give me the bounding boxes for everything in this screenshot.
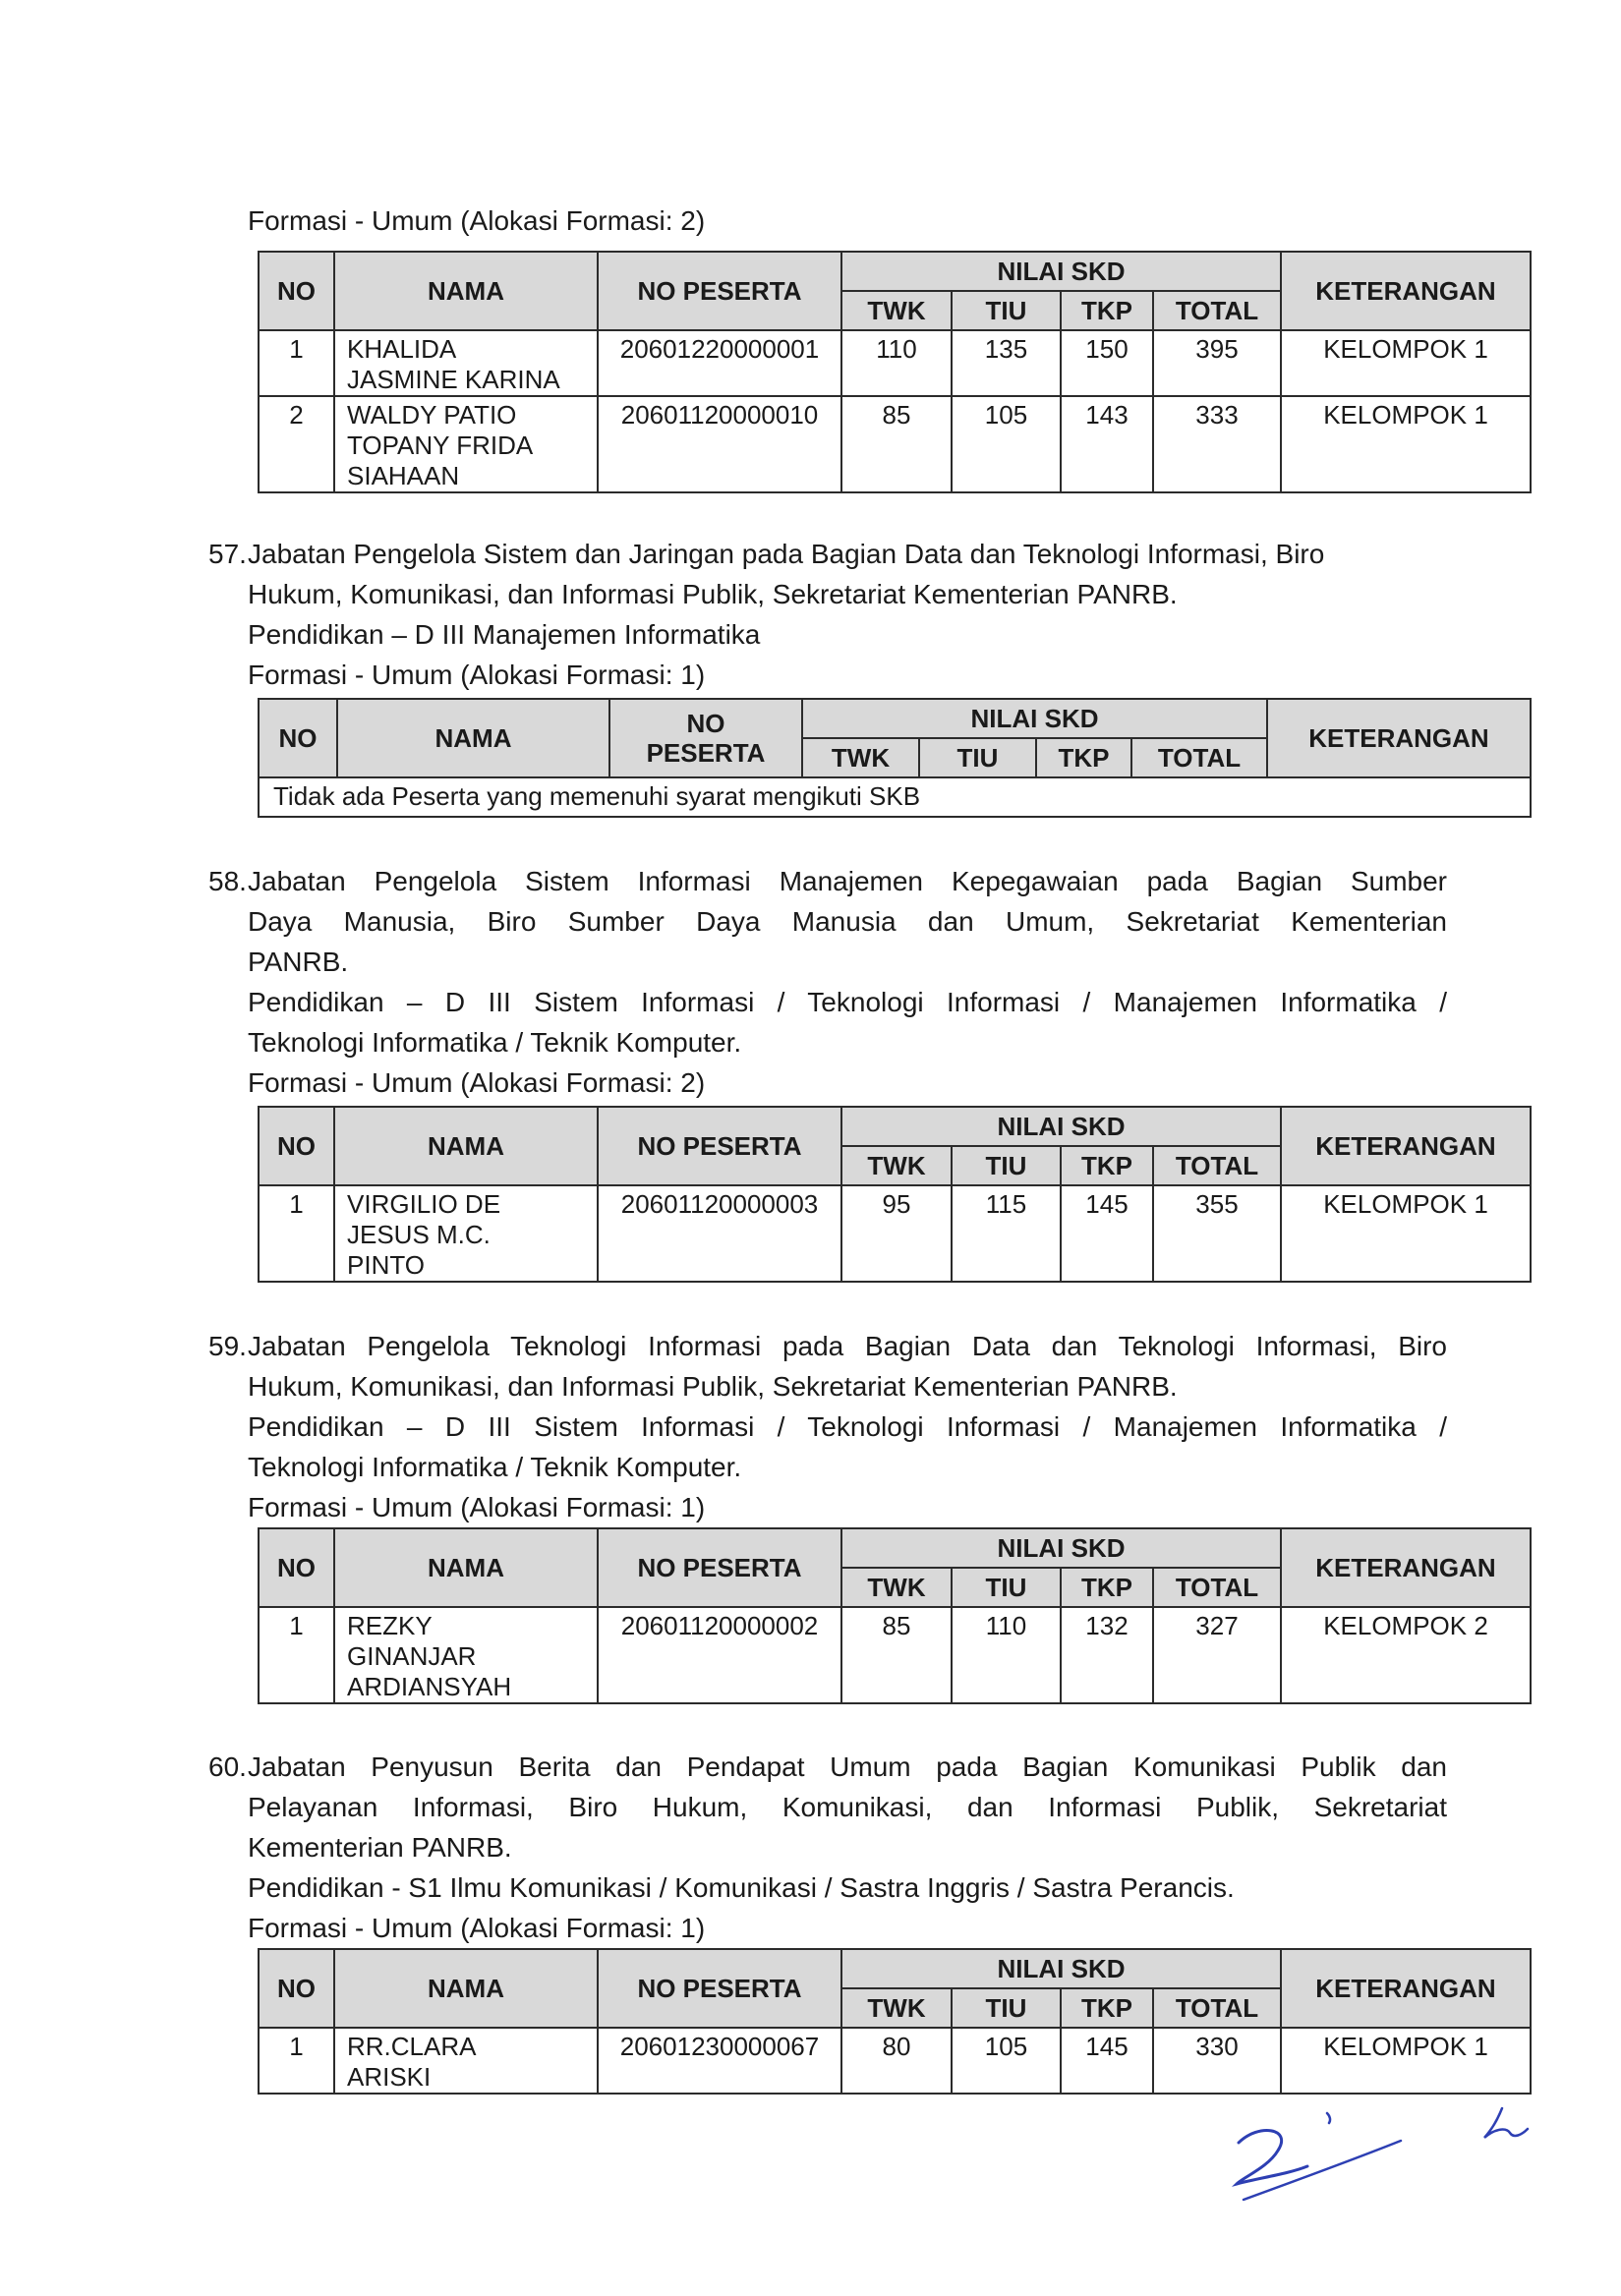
header-total: TOTAL <box>1153 291 1281 330</box>
cell-total: 333 <box>1153 396 1281 492</box>
table-row <box>259 1185 1531 1282</box>
cell-tiu: 110 <box>952 1607 1061 1703</box>
header-twk: TWK <box>841 1146 952 1185</box>
header-total: TOTAL <box>1153 1146 1281 1185</box>
nama-line: JASMINE KARINA <box>347 365 560 394</box>
cell-no: 1 <box>259 330 334 396</box>
nama-line: JESUS M.C. <box>347 1220 491 1249</box>
cell-total: 355 <box>1153 1185 1281 1282</box>
header-nilai-skd: NILAI SKD <box>841 252 1281 291</box>
header-tiu: TIU <box>919 738 1036 777</box>
header-no-peserta: NO PESERTA <box>598 1949 841 2028</box>
cell-keterangan: KELOMPOK 2 <box>1281 1607 1531 1703</box>
results-table-57 <box>258 698 1532 818</box>
header-tkp: TKP <box>1036 738 1131 777</box>
header-peserta-line: PESERTA <box>646 738 766 768</box>
header-no-peserta: NO PESERTA <box>598 1107 841 1185</box>
cell-twk: 85 <box>841 396 952 492</box>
header-tiu: TIU <box>952 291 1061 330</box>
cell-no: 1 <box>259 2028 334 2094</box>
formasi-label: Formasi - Umum (Alokasi Formasi: 2) <box>248 1067 706 1098</box>
section-line: Jabatan Pengelola Sistem dan Jaringan pada Bagian Data dan Teknologi Informasi, Biro <box>248 539 1325 569</box>
results-table-59 <box>258 1527 1532 1704</box>
section-line: Pendidikan – D III Sistem Informasi / Teknologi Informasi / Manajemen Informatika / <box>248 1411 1447 1442</box>
cell-total: 395 <box>1153 330 1281 396</box>
nama-line: PINTO <box>347 1250 425 1280</box>
header-keterangan: KETERANGAN <box>1281 252 1531 330</box>
cell-no-peserta: 20601120000002 <box>598 1607 841 1703</box>
header-keterangan: KETERANGAN <box>1281 1949 1531 2028</box>
cell-no: 2 <box>259 396 334 492</box>
section-line: Pendidikan – D III Sistem Informasi / Teknologi Informasi / Manajemen Informatika / <box>248 987 1447 1017</box>
header-nama: NAMA <box>334 1949 598 2028</box>
cell-tkp: 132 <box>1061 1607 1153 1703</box>
cell-no-peserta: 20601120000003 <box>598 1185 841 1282</box>
handwritten-signature <box>1219 2084 1553 2221</box>
nama-line: WALDY PATIO <box>347 400 517 430</box>
section-number: 59. <box>208 1331 247 1361</box>
header-tkp: TKP <box>1061 1988 1153 2028</box>
nama-line: KHALIDA <box>347 334 457 364</box>
section-number: 60. <box>208 1751 247 1782</box>
cell-tiu: 135 <box>952 330 1061 396</box>
cell-keterangan: KELOMPOK 1 <box>1281 1185 1531 1282</box>
header-tkp: TKP <box>1061 1568 1153 1607</box>
header-twk: TWK <box>841 1988 952 2028</box>
cell-tkp: 145 <box>1061 1185 1153 1282</box>
cell-no: 1 <box>259 1185 334 1282</box>
header-tkp: TKP <box>1061 291 1153 330</box>
cell-total: 330 <box>1153 2028 1281 2094</box>
header-nilai-skd: NILAI SKD <box>841 1949 1281 1988</box>
cell-twk: 80 <box>841 2028 952 2094</box>
header-no: NO <box>259 699 337 777</box>
cell-nama <box>334 1185 598 1282</box>
cell-tkp: 145 <box>1061 2028 1153 2094</box>
header-no: NO <box>259 1949 334 2028</box>
cell-tkp: 150 <box>1061 330 1153 396</box>
header-keterangan: KETERANGAN <box>1267 699 1531 777</box>
results-table-58 <box>258 1106 1532 1283</box>
header-twk: TWK <box>841 291 952 330</box>
cell-twk: 95 <box>841 1185 952 1282</box>
cell-no: 1 <box>259 1607 334 1703</box>
cell-twk: 110 <box>841 330 952 396</box>
cell-nama <box>334 1607 598 1703</box>
cell-nama <box>334 396 598 492</box>
cell-total: 327 <box>1153 1607 1281 1703</box>
nama-line: RR.CLARA <box>347 2032 477 2061</box>
header-nama: NAMA <box>337 699 609 777</box>
header-no-line: NO <box>686 709 725 738</box>
section-line: Jabatan Penyusun Berita dan Pendapat Umum pada Bagian Komunikasi Publik dan <box>248 1751 1447 1782</box>
header-twk: TWK <box>841 1568 952 1607</box>
cell-keterangan: KELOMPOK 1 <box>1281 330 1531 396</box>
header-nilai-skd: NILAI SKD <box>802 699 1267 738</box>
section-text <box>248 1326 1447 1527</box>
header-tiu: TIU <box>952 1568 1061 1607</box>
cell-nama <box>334 330 598 396</box>
section-line: Kementerian PANRB. <box>248 1832 512 1863</box>
table-row <box>259 396 1531 492</box>
header-keterangan: KETERANGAN <box>1281 1107 1531 1185</box>
formasi-label: Formasi - Umum (Alokasi Formasi: 1) <box>248 1913 706 1943</box>
cell-tiu: 115 <box>952 1185 1061 1282</box>
header-tiu: TIU <box>952 1988 1061 2028</box>
section-line: Pendidikan - S1 Ilmu Komunikasi / Komunikasi / Sastra Inggris / Sastra Perancis. <box>248 1872 1235 1903</box>
nama-line: TOPANY FRIDA <box>347 430 534 460</box>
section-number: 58. <box>208 866 247 896</box>
header-nama: NAMA <box>334 252 598 330</box>
cell-keterangan: KELOMPOK 1 <box>1281 2028 1531 2094</box>
section-line: Jabatan Pengelola Sistem Informasi Manajemen Kepegawaian pada Bagian Sumber <box>248 866 1447 896</box>
header-no-peserta: NO PESERTA <box>598 1528 841 1607</box>
empty-message: Tidak ada Peserta yang memenuhi syarat mengikuti SKB <box>259 777 1531 817</box>
cell-tiu: 105 <box>952 396 1061 492</box>
section-text <box>248 861 1447 1103</box>
cell-twk: 85 <box>841 1607 952 1703</box>
nama-line: VIRGILIO DE <box>347 1189 501 1219</box>
header-no-peserta <box>609 699 802 777</box>
cell-no-peserta: 20601230000067 <box>598 2028 841 2094</box>
cell-tiu: 105 <box>952 2028 1061 2094</box>
table-row <box>259 330 1531 396</box>
section-line: Pendidikan – D III Manajemen Informatika <box>248 619 761 650</box>
cell-tkp: 143 <box>1061 396 1153 492</box>
header-twk: TWK <box>802 738 919 777</box>
header-no-peserta: NO PESERTA <box>598 252 841 330</box>
table-row <box>259 1607 1531 1703</box>
section-line: Hukum, Komunikasi, dan Informasi Publik, Sekretariat Kementerian PANRB. <box>248 579 1178 609</box>
header-no: NO <box>259 1528 334 1607</box>
header-tkp: TKP <box>1061 1146 1153 1185</box>
results-table-60 <box>258 1948 1532 2095</box>
nama-line: GINANJAR <box>347 1641 477 1671</box>
header-nama: NAMA <box>334 1107 598 1185</box>
header-nilai-skd: NILAI SKD <box>841 1528 1281 1568</box>
cell-keterangan: KELOMPOK 1 <box>1281 396 1531 492</box>
header-nilai-skd: NILAI SKD <box>841 1107 1281 1146</box>
header-no: NO <box>259 1107 334 1185</box>
formasi-label: Formasi - Umum (Alokasi Formasi: 2) <box>248 205 706 236</box>
header-no: NO <box>259 252 334 330</box>
section-text <box>248 1747 1447 1948</box>
section-line: Hukum, Komunikasi, dan Informasi Publik, Sekretariat Kementerian PANRB. <box>248 1371 1178 1402</box>
formasi-label: Formasi - Umum (Alokasi Formasi: 1) <box>248 660 706 690</box>
section-line: PANRB. <box>248 947 349 977</box>
section-line: Jabatan Pengelola Teknologi Informasi pada Bagian Data dan Teknologi Informasi, Biro <box>248 1331 1447 1361</box>
header-total: TOTAL <box>1153 1568 1281 1607</box>
cell-no-peserta: 20601120000010 <box>598 396 841 492</box>
nama-line: REZKY <box>347 1611 433 1640</box>
section-text <box>248 534 1447 695</box>
header-keterangan: KETERANGAN <box>1281 1528 1531 1607</box>
nama-line: ARISKI <box>347 2062 432 2092</box>
cell-no-peserta: 20601220000001 <box>598 330 841 396</box>
nama-line: SIAHAAN <box>347 461 460 490</box>
section-number: 57. <box>208 539 247 569</box>
formasi-label: Formasi - Umum (Alokasi Formasi: 1) <box>248 1492 706 1522</box>
section-line: Teknologi Informatika / Teknik Komputer. <box>248 1027 742 1058</box>
nama-line: ARDIANSYAH <box>347 1672 512 1701</box>
header-nama: NAMA <box>334 1528 598 1607</box>
header-tiu: TIU <box>952 1146 1061 1185</box>
results-table-top <box>258 251 1532 493</box>
header-total: TOTAL <box>1131 738 1267 777</box>
cell-nama <box>334 2028 598 2094</box>
header-total: TOTAL <box>1153 1988 1281 2028</box>
section-line: Daya Manusia, Biro Sumber Daya Manusia dan Umum, Sekretariat Kementerian <box>248 906 1447 937</box>
section-line: Pelayanan Informasi, Biro Hukum, Komunikasi, dan Informasi Publik, Sekretariat <box>248 1792 1447 1822</box>
table-row <box>259 777 1531 817</box>
section-line: Teknologi Informatika / Teknik Komputer. <box>248 1452 742 1482</box>
